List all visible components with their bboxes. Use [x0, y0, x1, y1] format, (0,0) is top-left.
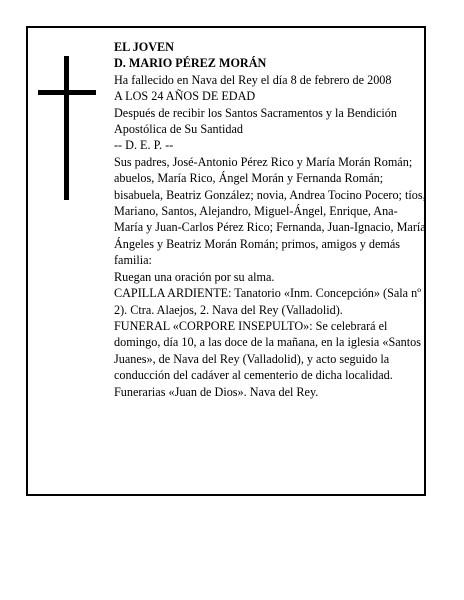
chapel-info: CAPILLA ARDIENTE: Tanatorio «Inm. Concepción» (Sala nº 2). Ctra. Alaejos, 2. Nava del Rey (Valladolid).: [114, 286, 421, 317]
cross-icon: [38, 56, 96, 200]
obituary-notice: [26, 26, 426, 496]
deceased-name: D. MARIO PÉREZ MORÁN: [114, 56, 267, 71]
rip-line: -- D. E. P. --: [114, 138, 174, 153]
cross-vertical-bar: [64, 56, 69, 200]
obituary-text: [114, 39, 426, 400]
funeral-info: FUNERAL «CORPORE INSEPULTO»: Se celebrará el domingo, día 10, a las doce de la mañana, en la iglesia «Santos Juanes», de Nava del Rey (Valladolid), y acto seguido la conducción del cadáver al cementerio de dicha localidad.: [114, 318, 421, 383]
heading-line-1: EL JOVEN: [114, 40, 174, 54]
death-statement: Ha fallecido en Nava del Rey el día 8 de febrero de 2008: [114, 72, 392, 87]
age-line: A LOS 24 AÑOS DE EDAD: [114, 89, 256, 104]
family-list: Sus padres, José-Antonio Pérez Rico y María Morán Román; abuelos, María Rico, Ángel Morán y Fernanda Román; bisabuela, Beatriz González; novia, Andrea Tocino Pocero; tíos, Mariano, Santos, Alejandro, Miguel-Ángel, Enrique, Ana-María y Juan-Carlos Pérez Rico; Fernanda, Juan-Ignacio, María Ángeles y Beatriz Morán Román; primos, amigos y demás familia:: [114, 154, 426, 268]
funeral-home: Funerarias «Juan de Dios». Nava del Rey.: [114, 384, 319, 399]
sacraments-line: Después de recibir los Santos Sacramentos y la Bendición Apostólica de Su Santidad: [114, 105, 397, 137]
prayer-request: Ruegan una oración por su alma.: [114, 269, 275, 284]
cross-horizontal-bar: [38, 90, 96, 95]
